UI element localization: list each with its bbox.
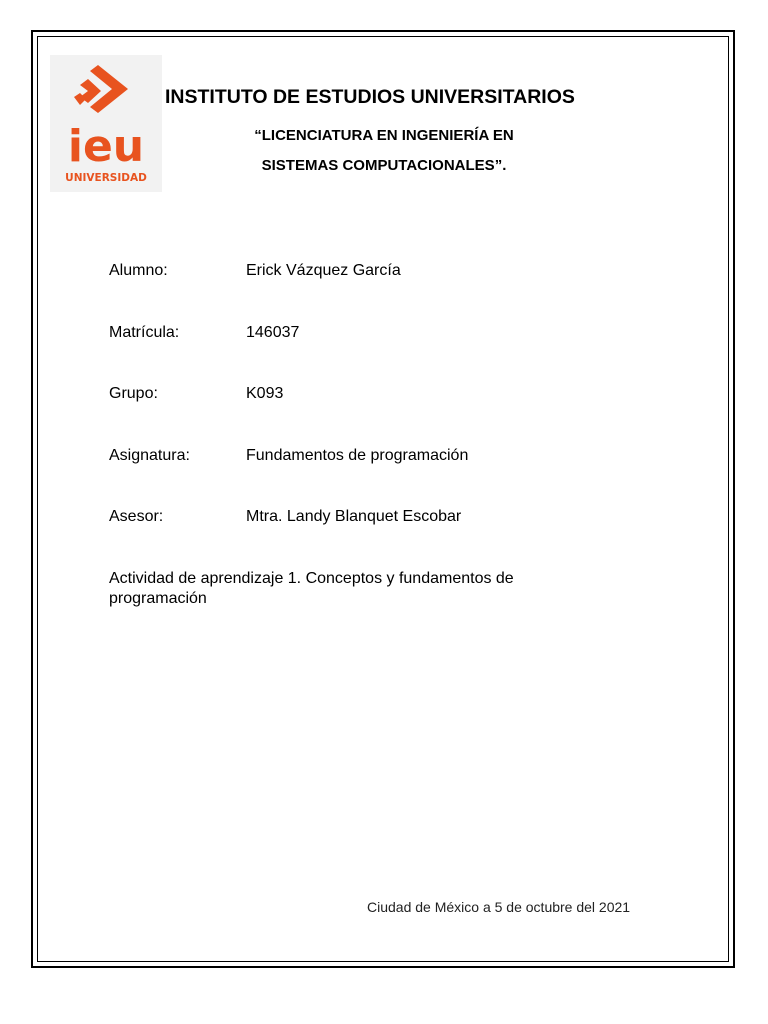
logo-wordmark: ieu [67,121,145,172]
activity-title: Actividad de aprendizaje 1. Conceptos y fundamentos de programación [109,570,514,607]
field-label: Alumno: [109,262,168,279]
field-label: Grupo: [109,385,158,402]
field-label: Asignatura: [109,447,190,464]
career-title-line2: SISTEMAS COMPUTACIONALES”. [261,157,507,174]
field-value: K093 [246,385,284,402]
logo-chevrons-icon [74,65,128,113]
field-label: Matrícula: [109,324,180,341]
field-value: 146037 [246,324,300,341]
ieu-logo [50,55,162,192]
career-title-line1: “LICENCIATURA EN INGENIERÍA EN [254,127,514,144]
place-date: Ciudad de México a 5 de octubre del 2021 [367,899,631,915]
field-label: Asesor: [109,508,164,525]
logo-subtext: UNIVERSIDAD [65,172,147,184]
career-title [224,121,544,181]
field-value: Erick Vázquez García [246,262,401,279]
field-value: Mtra. Landy Blanquet Escobar [246,508,462,525]
field-value: Fundamentos de programación [246,447,469,464]
institution-name: INSTITUTO DE ESTUDIOS UNIVERSITARIOS [165,86,575,108]
